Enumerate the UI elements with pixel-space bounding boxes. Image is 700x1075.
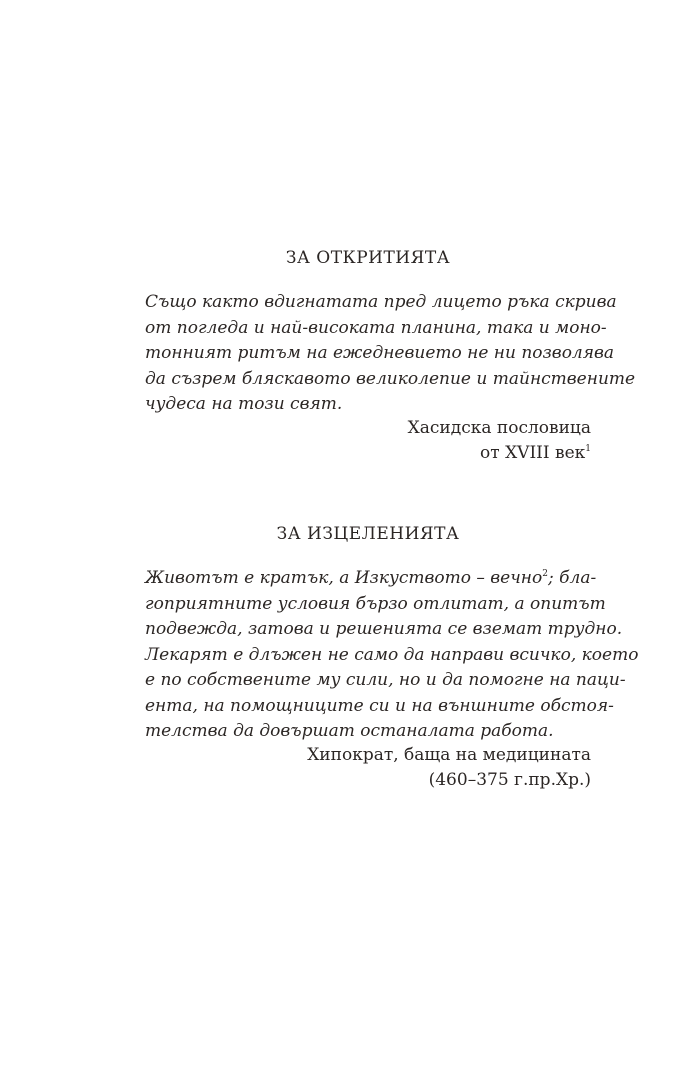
quote-line: подвежда, затова и решенията се вземат трудно. [145,619,623,639]
quote-line: Животът е кратък, а Изкуството – вечно$^2$; бла- [145,568,597,588]
attribution-hasidic [145,416,591,466]
quote-line: Също както вдигнатата пред лицето ръка скрива [145,292,617,312]
footnote-marker-1: 1 [585,444,591,454]
quote-line: от погледа и най-високата планина, така и моно- [145,317,607,338]
quote-hippocrates [145,566,639,745]
footnote-marker-2: 2 [542,569,548,579]
attribution-date: (460–375 г.пр.Хр.) [428,770,591,790]
quote-line: ента, на помощниците си и на външните обстоя- [145,695,614,716]
quote-line: чудеса на този свят. [145,394,343,414]
attribution-date: от XVIII век$^1$ [480,443,591,463]
quote-line: Лекарят е длъжен не само да направи всичко, което [145,644,639,665]
quote-hasidic [145,290,636,418]
quote-line: тонният ритъм на ежедневието не ни позволява [145,343,615,363]
quote-line: гоприятните условия бързо отлитат, а опитът [145,593,606,614]
section-heading-healings: ЗА ИЗЦЕЛЕНИЯТА [276,524,460,544]
quote-line: е по собствените му сили, но и да помогне на паци- [145,670,626,690]
attribution-hippocrates [145,743,591,793]
section-heading-discoveries: ЗА ОТКРИТИЯТА [285,248,451,268]
quote-line: телства да довършат останалата работа. [145,721,554,741]
attribution-source: Хипократ, баща на медицината [307,745,591,765]
attribution-source: Хасидска пословица [407,418,591,438]
quote-line: да съзрем бляскавото великолепие и тайнствените [145,368,636,389]
